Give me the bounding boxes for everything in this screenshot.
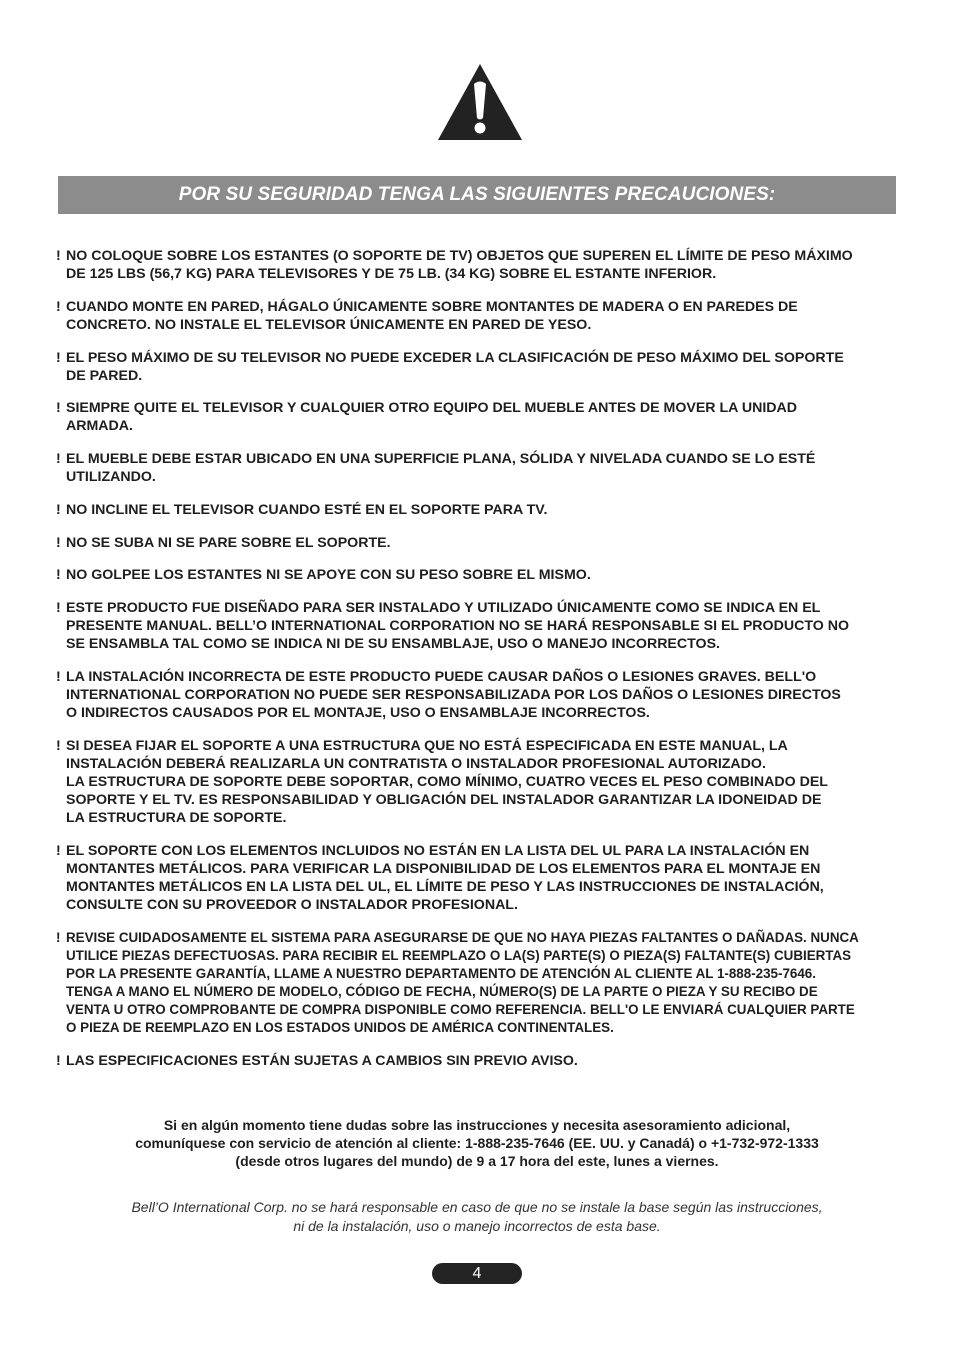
exclamation-bullet: ! <box>56 599 61 616</box>
precautions-list <box>56 247 901 1085</box>
precaution-text: LAS ESPECIFICACIONES ESTÁN SUJETAS A CAMBIOS SIN PREVIO AVISO. <box>66 1052 578 1069</box>
precaution-text: CUANDO MONTE EN PARED, HÁGALO ÚNICAMENTE SOBRE MONTANTES DE MADERA O EN PAREDES DE CONCRETO. NO INSTALE EL TELEVISOR ÚNICAMENTE EN PARED DE YESO. <box>66 298 798 333</box>
banner-title: POR SU SEGURIDAD TENGA LAS SIGUIENTES PRECAUCIONES: <box>178 184 776 205</box>
precaution-item <box>56 566 901 584</box>
precaution-item <box>56 668 901 722</box>
precaution-text: SIEMPRE QUITE EL TELEVISOR Y CUALQUIER OTRO EQUIPO DEL MUEBLE ANTES DE MOVER LA UNIDAD ARMADA. <box>66 400 797 435</box>
exclamation-bullet: ! <box>56 737 61 754</box>
precaution-item <box>56 599 901 653</box>
precaution-text: SI DESEA FIJAR EL SOPORTE A UNA ESTRUCTURA QUE NO ESTÁ ESPECIFICADA EN ESTE MANUAL, LA INSTALACIÓN DEBERÁ REALIZARLA UN CONTRATISTA O INSTALADOR PROFESIONAL AUTORIZADO. LA ESTRUCTURA DE SOPORTE DEBE SOPORTAR, COMO MÍNIMO, CUATRO VECES EL PESO COMBINADO DEL SOPORTE Y EL TV. ES RESPONSABILIDAD Y OBLIGACIÓN DEL INSTALADOR GARANTIZAR LA IDONEIDAD DE LA ESTRUCTURA DE SOPORTE. <box>66 737 828 827</box>
precaution-text: NO INCLINE EL TELEVISOR CUANDO ESTÉ EN EL SOPORTE PARA TV. <box>66 501 548 518</box>
precaution-item <box>56 501 901 519</box>
customer-service-note: Si en algún momento tiene dudas sobre las instrucciones y necesita asesoramiento adicional, comuníquese con servicio de atención al cliente: 1-888-235-7646 (EE. UU. y Canadá) o +1-732-972-1333 (desde otros lugares del mundo) de 9 a 17 hora del este, lunes a viernes. <box>135 1117 819 1170</box>
exclamation-bullet: ! <box>56 501 61 518</box>
precaution-text: NO COLOQUE SOBRE LOS ESTANTES (O SOPORTE DE TV) OBJETOS QUE SUPEREN EL LÍMITE DE PESO MÁXIMO DE 125 LBS (56,7 KG) PARA TELEVISORES Y DE 75 LB. (34 KG) SOBRE EL ESTANTE INFERIOR. <box>66 248 853 283</box>
exclamation-bullet: ! <box>56 298 61 315</box>
exclamation-bullet: ! <box>56 451 61 468</box>
precaution-text: LA INSTALACIÓN INCORRECTA DE ESTE PRODUCTO PUEDE CAUSAR DAÑOS O LESIONES GRAVES. BELL'O INTERNATIONAL CORPORATION NO PUEDE SER RESPONSABILIZADA POR LOS DAÑOS O LESIONES DIRECTOS O INDIRECTOS CAUSADOS POR EL MONTAJE, USO O ENSAMBLAJE INCORRECTOS. <box>66 668 841 722</box>
precaution-item <box>56 534 901 552</box>
warning-triangle-icon <box>436 62 524 142</box>
exclamation-bullet: ! <box>56 929 61 945</box>
exclamation-bullet: ! <box>56 400 61 417</box>
precaution-item <box>56 247 901 283</box>
page-number: 4 <box>472 1264 482 1282</box>
precaution-text: EL SOPORTE CON LOS ELEMENTOS INCLUIDOS NO ESTÁN EN LA LISTA DEL UL PARA LA INSTALACIÓN EN MONTANTES METÁLICOS. PARA VERIFICAR LA DISPONIBILIDAD DE LOS ELEMENTOS PARA EL MONTAJE EN MONTANTES METÁLICOS EN LA LISTA DEL UL, EL LÍMITE DE PESO Y LAS INSTRUCCIONES DE INSTALACIÓN, CONSULTE CON SU PROVEEDOR O INSTALADOR PROFESIONAL. <box>66 842 824 914</box>
precaution-item <box>56 349 901 385</box>
exclamation-bullet: ! <box>56 842 61 859</box>
precaution-item <box>56 450 901 486</box>
precaution-text: EL MUEBLE DEBE ESTAR UBICADO EN UNA SUPERFICIE PLANA, SÓLIDA Y NIVELADA CUANDO SE LO ESTÉ UTILIZANDO. <box>66 451 816 486</box>
precaution-item <box>56 298 901 334</box>
liability-disclaimer: Bell’O International Corp. no se hará responsable en caso de que no se instale la base según las instrucciones, ni de la instalación, uso o manejo incorrectos de esta base. <box>131 1199 823 1234</box>
safety-precautions-banner <box>58 176 896 214</box>
precaution-item <box>56 1052 901 1070</box>
precaution-item <box>56 842 901 914</box>
precaution-text: EL PESO MÁXIMO DE SU TELEVISOR NO PUEDE EXCEDER LA CLASIFICACIÓN DE PESO MÁXIMO DEL SOPORTE DE PARED. <box>66 349 844 384</box>
precaution-text: ESTE PRODUCTO FUE DISEÑADO PARA SER INSTALADO Y UTILIZADO ÚNICAMENTE COMO SE INDICA EN EL PRESENTE MANUAL. BELL’O INTERNATIONAL CORPORATION NO SE HARÁ RESPONSABLE SI EL PRODUCTO NO SE ENSAMBLA TAL COMO SE INDICA NI DE SU ENSAMBLAJE, USO O MANEJO INCORRECTOS. <box>66 599 849 653</box>
page-number-badge <box>432 1263 522 1284</box>
exclamation-bullet: ! <box>56 567 61 584</box>
precaution-item <box>56 737 901 827</box>
precaution-text: NO GOLPEE LOS ESTANTES NI SE APOYE CON SU PESO SOBRE EL MISMO. <box>66 567 591 584</box>
precaution-item <box>56 929 901 1038</box>
exclamation-bullet: ! <box>56 349 61 366</box>
exclamation-bullet: ! <box>56 1052 61 1069</box>
exclamation-bullet: ! <box>56 534 61 551</box>
precaution-text: REVISE CUIDADOSAMENTE EL SISTEMA PARA ASEGURARSE DE QUE NO HAYA PIEZAS FALTANTES O DAÑADAS. NUNCA UTILICE PIEZAS DEFECTUOSAS. PARA RECIBIR EL REEMPLAZO O LA(S) PARTE(S) O PIEZA(S) FALTANTE(S) CUBIERTAS POR LA PRESENTE GARANTÍA, LLAME A NUESTRO DEPARTAMENTO DE ATENCIÓN AL CLIENTE AL 1-888-235-7646. TENGA A MANO EL NÚMERO DE MODELO, CÓDIGO DE FECHA, NÚMERO(S) DE LA PARTE O PIEZA Y SU RECIBO DE VENTA U OTRO COMPROBANTE DE COMPRA DISPONIBLE COMO REFERENCIA. BELL'O LE ENVIARÁ CUALQUIER PARTE O PIEZA DE REEMPLAZO EN LOS ESTADOS UNIDOS DE AMÉRICA CONTINENTALES. <box>66 929 859 1036</box>
precaution-item <box>56 399 901 435</box>
exclamation-bullet: ! <box>56 248 61 264</box>
precaution-text: NO SE SUBA NI SE PARE SOBRE EL SOPORTE. <box>66 534 391 551</box>
exclamation-bullet: ! <box>56 668 61 685</box>
